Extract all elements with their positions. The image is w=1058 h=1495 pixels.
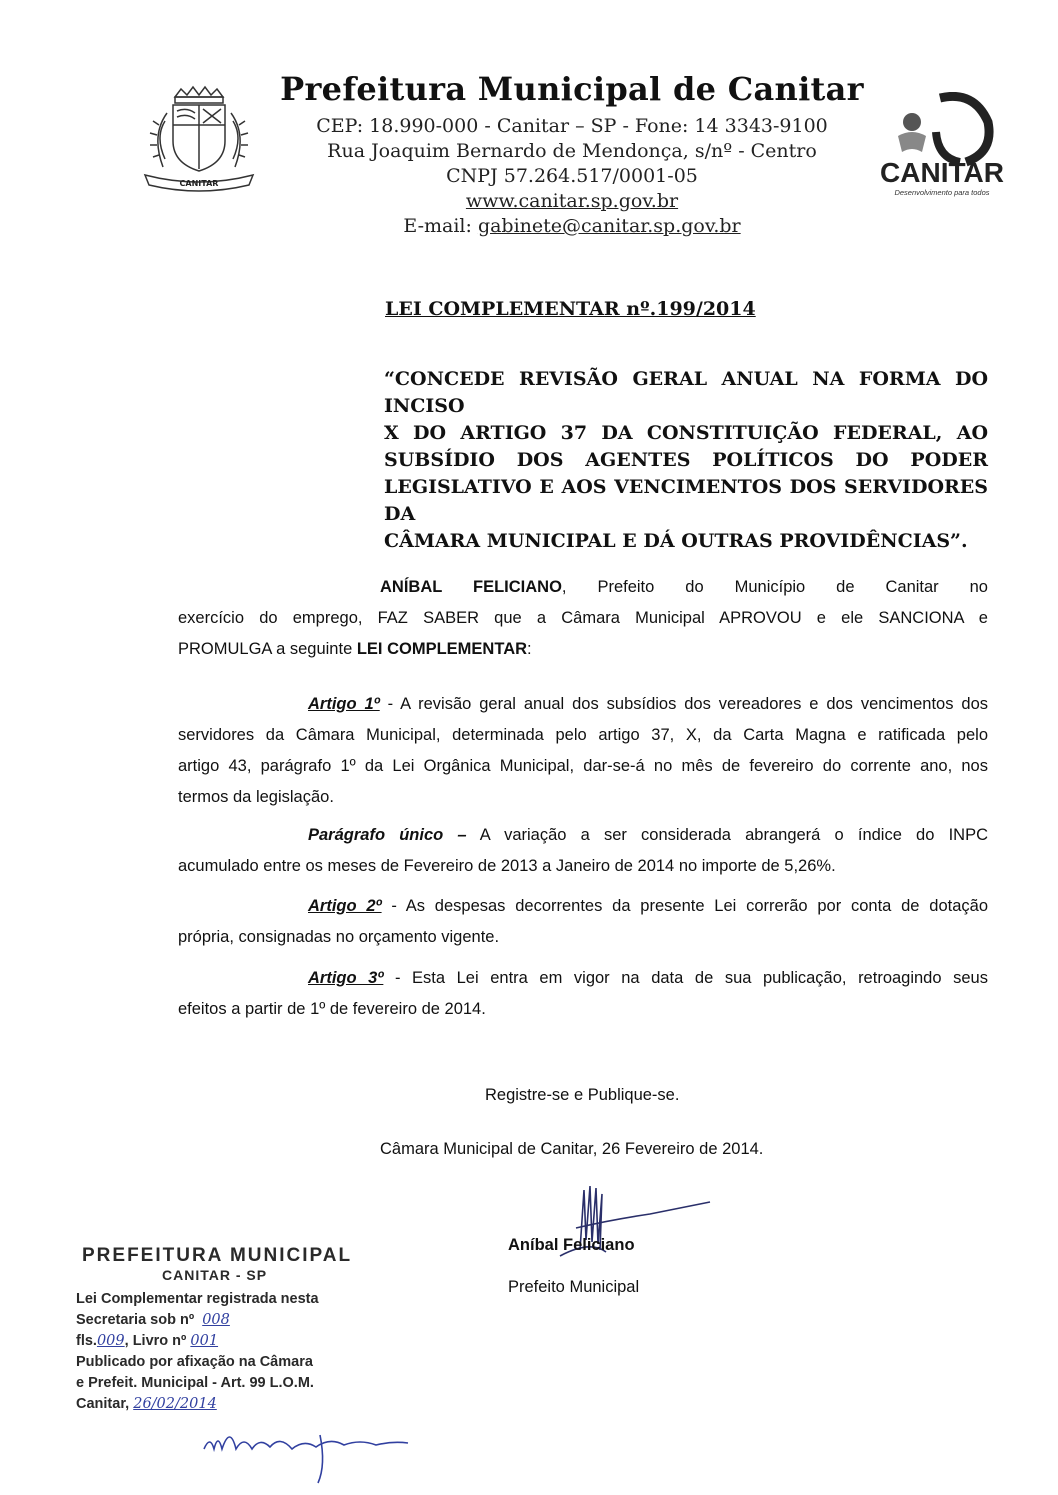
place-date-line: Câmara Municipal de Canitar, 26 Fevereiro de 2014.	[380, 1140, 764, 1158]
law-summary	[384, 366, 988, 555]
article-label: Artigo 2º	[308, 897, 382, 915]
stamp-book-number: 001	[190, 1333, 219, 1349]
paragrafo-unico	[178, 820, 988, 882]
letterhead-cnpj-line: CNPJ 57.264.517/0001-05	[446, 165, 698, 187]
article-text: servidores da Câmara Municipal, determinada pelo artigo 37, X, da Carta Magna e ratificada pelo	[178, 726, 988, 744]
stamp-label: Secretaria sob nº	[76, 1312, 195, 1328]
handwritten-signature	[520, 1180, 720, 1270]
stamp-label: , Livro nº	[124, 1333, 187, 1349]
paragraph-text: A variação a ser considerada abrangerá o índice do INPC	[466, 826, 988, 844]
logo-wordmark: CANITAR	[880, 157, 1004, 188]
paragraph-label: Parágrafo único –	[308, 826, 467, 844]
preamble	[178, 572, 988, 665]
article-2	[178, 891, 988, 953]
register-publish-line: Registre-se e Publique-se.	[485, 1086, 680, 1104]
article-text: - Esta Lei entra em vigor na data de sua publicação, retroagindo seus	[383, 969, 988, 987]
signer-role: Prefeito Municipal	[508, 1278, 640, 1296]
preamble-text: , Prefeito do Município de Canitar no	[561, 578, 988, 596]
registration-stamp	[76, 1245, 376, 1415]
preamble-text: exercício do emprego, FAZ SABER que a Câmara Municipal APROVOU e ele SANCIONA e	[178, 609, 988, 627]
stamp-handwritten-signature	[200, 1405, 420, 1485]
email-link[interactable]: gabinete@canitar.sp.gov.br	[477, 215, 741, 237]
letterhead-title: Prefeitura Municipal de Canitar	[280, 70, 864, 108]
stamp-subtitle: CANITAR - SP	[162, 1267, 268, 1283]
summary-line: X DO ARTIGO 37 DA CONSTITUIÇÃO FEDERAL, AO	[384, 422, 988, 444]
stamp-label: Canitar,	[76, 1396, 130, 1412]
stamp-line: Lei Complementar registrada nesta	[76, 1291, 319, 1307]
paragraph-text: acumulado entre os meses de Fevereiro de 2013 a Janeiro de 2014 no importe de 5,26%.	[178, 857, 836, 875]
municipal-crest-logo	[137, 85, 261, 197]
website-link[interactable]: www.canitar.sp.gov.br	[465, 190, 679, 212]
stamp-registration-number: 008	[202, 1312, 230, 1328]
logo-tagline: Desenvolvimento para todos	[894, 188, 990, 197]
article-text: própria, consignadas no orçamento vigente.	[178, 928, 500, 946]
article-text: efeitos a partir de 1º de fevereiro de 2014.	[178, 1000, 486, 1018]
article-1	[178, 689, 988, 813]
canitar-brand-logo	[870, 92, 1030, 202]
article-label: Artigo 3º	[308, 969, 384, 987]
letterhead-address-line: Rua Joaquim Bernardo de Mendonça, s/nº - Centro	[327, 140, 817, 162]
preamble-text: PROMULGA a seguinte	[178, 640, 357, 658]
signer-name: Aníbal Feliciano	[508, 1236, 635, 1254]
stamp-folio-number: 009	[96, 1333, 125, 1349]
summary-line: LEGISLATIVO E AOS VENCIMENTOS DOS SERVIDORES DA	[384, 476, 988, 525]
summary-line: “CONCEDE REVISÃO GERAL ANUAL NA FORMA DO INCISO	[384, 368, 988, 417]
article-3	[178, 963, 988, 1025]
crest-banner-label: CANITAR	[179, 179, 219, 188]
article-text: - A revisão geral anual dos subsídios dos vereadores e dos vencimentos dos	[379, 695, 988, 713]
stamp-line: e Prefeit. Municipal - Art. 99 L.O.M.	[76, 1375, 314, 1391]
article-text: termos da legislação.	[178, 788, 334, 806]
summary-line: CÂMARA MUNICIPAL E DÁ OUTRAS PROVIDÊNCIAS”.	[384, 530, 968, 552]
article-text: artigo 43, parágrafo 1º da Lei Orgânica Municipal, dar-se-á no mês de fevereiro do corrente ano, nos	[178, 757, 988, 775]
stamp-label: fls.	[76, 1333, 97, 1349]
summary-line: SUBSÍDIO DOS AGENTES POLÍTICOS DO PODER	[384, 449, 988, 471]
article-text: - As despesas decorrentes da presente Lei correrão por conta de dotação	[381, 897, 988, 915]
preamble-text: :	[527, 640, 532, 658]
article-label: Artigo 1º	[308, 695, 380, 713]
stamp-title: PREFEITURA MUNICIPAL	[82, 1245, 353, 1266]
stamp-date: 26/02/2014	[133, 1396, 217, 1412]
letterhead-contact-line: CEP: 18.990-000 - Canitar – SP - Fone: 14 3343-9100	[316, 115, 828, 137]
stamp-line: Publicado por afixação na Câmara	[76, 1354, 313, 1370]
email-label: E-mail:	[403, 215, 478, 237]
law-title: LEI COMPLEMENTAR nº.199/2014	[385, 298, 756, 320]
letterhead	[262, 70, 882, 239]
preamble-bold: LEI COMPLEMENTAR	[356, 640, 528, 658]
mayor-name: ANÍBAL FELICIANO	[380, 578, 562, 596]
